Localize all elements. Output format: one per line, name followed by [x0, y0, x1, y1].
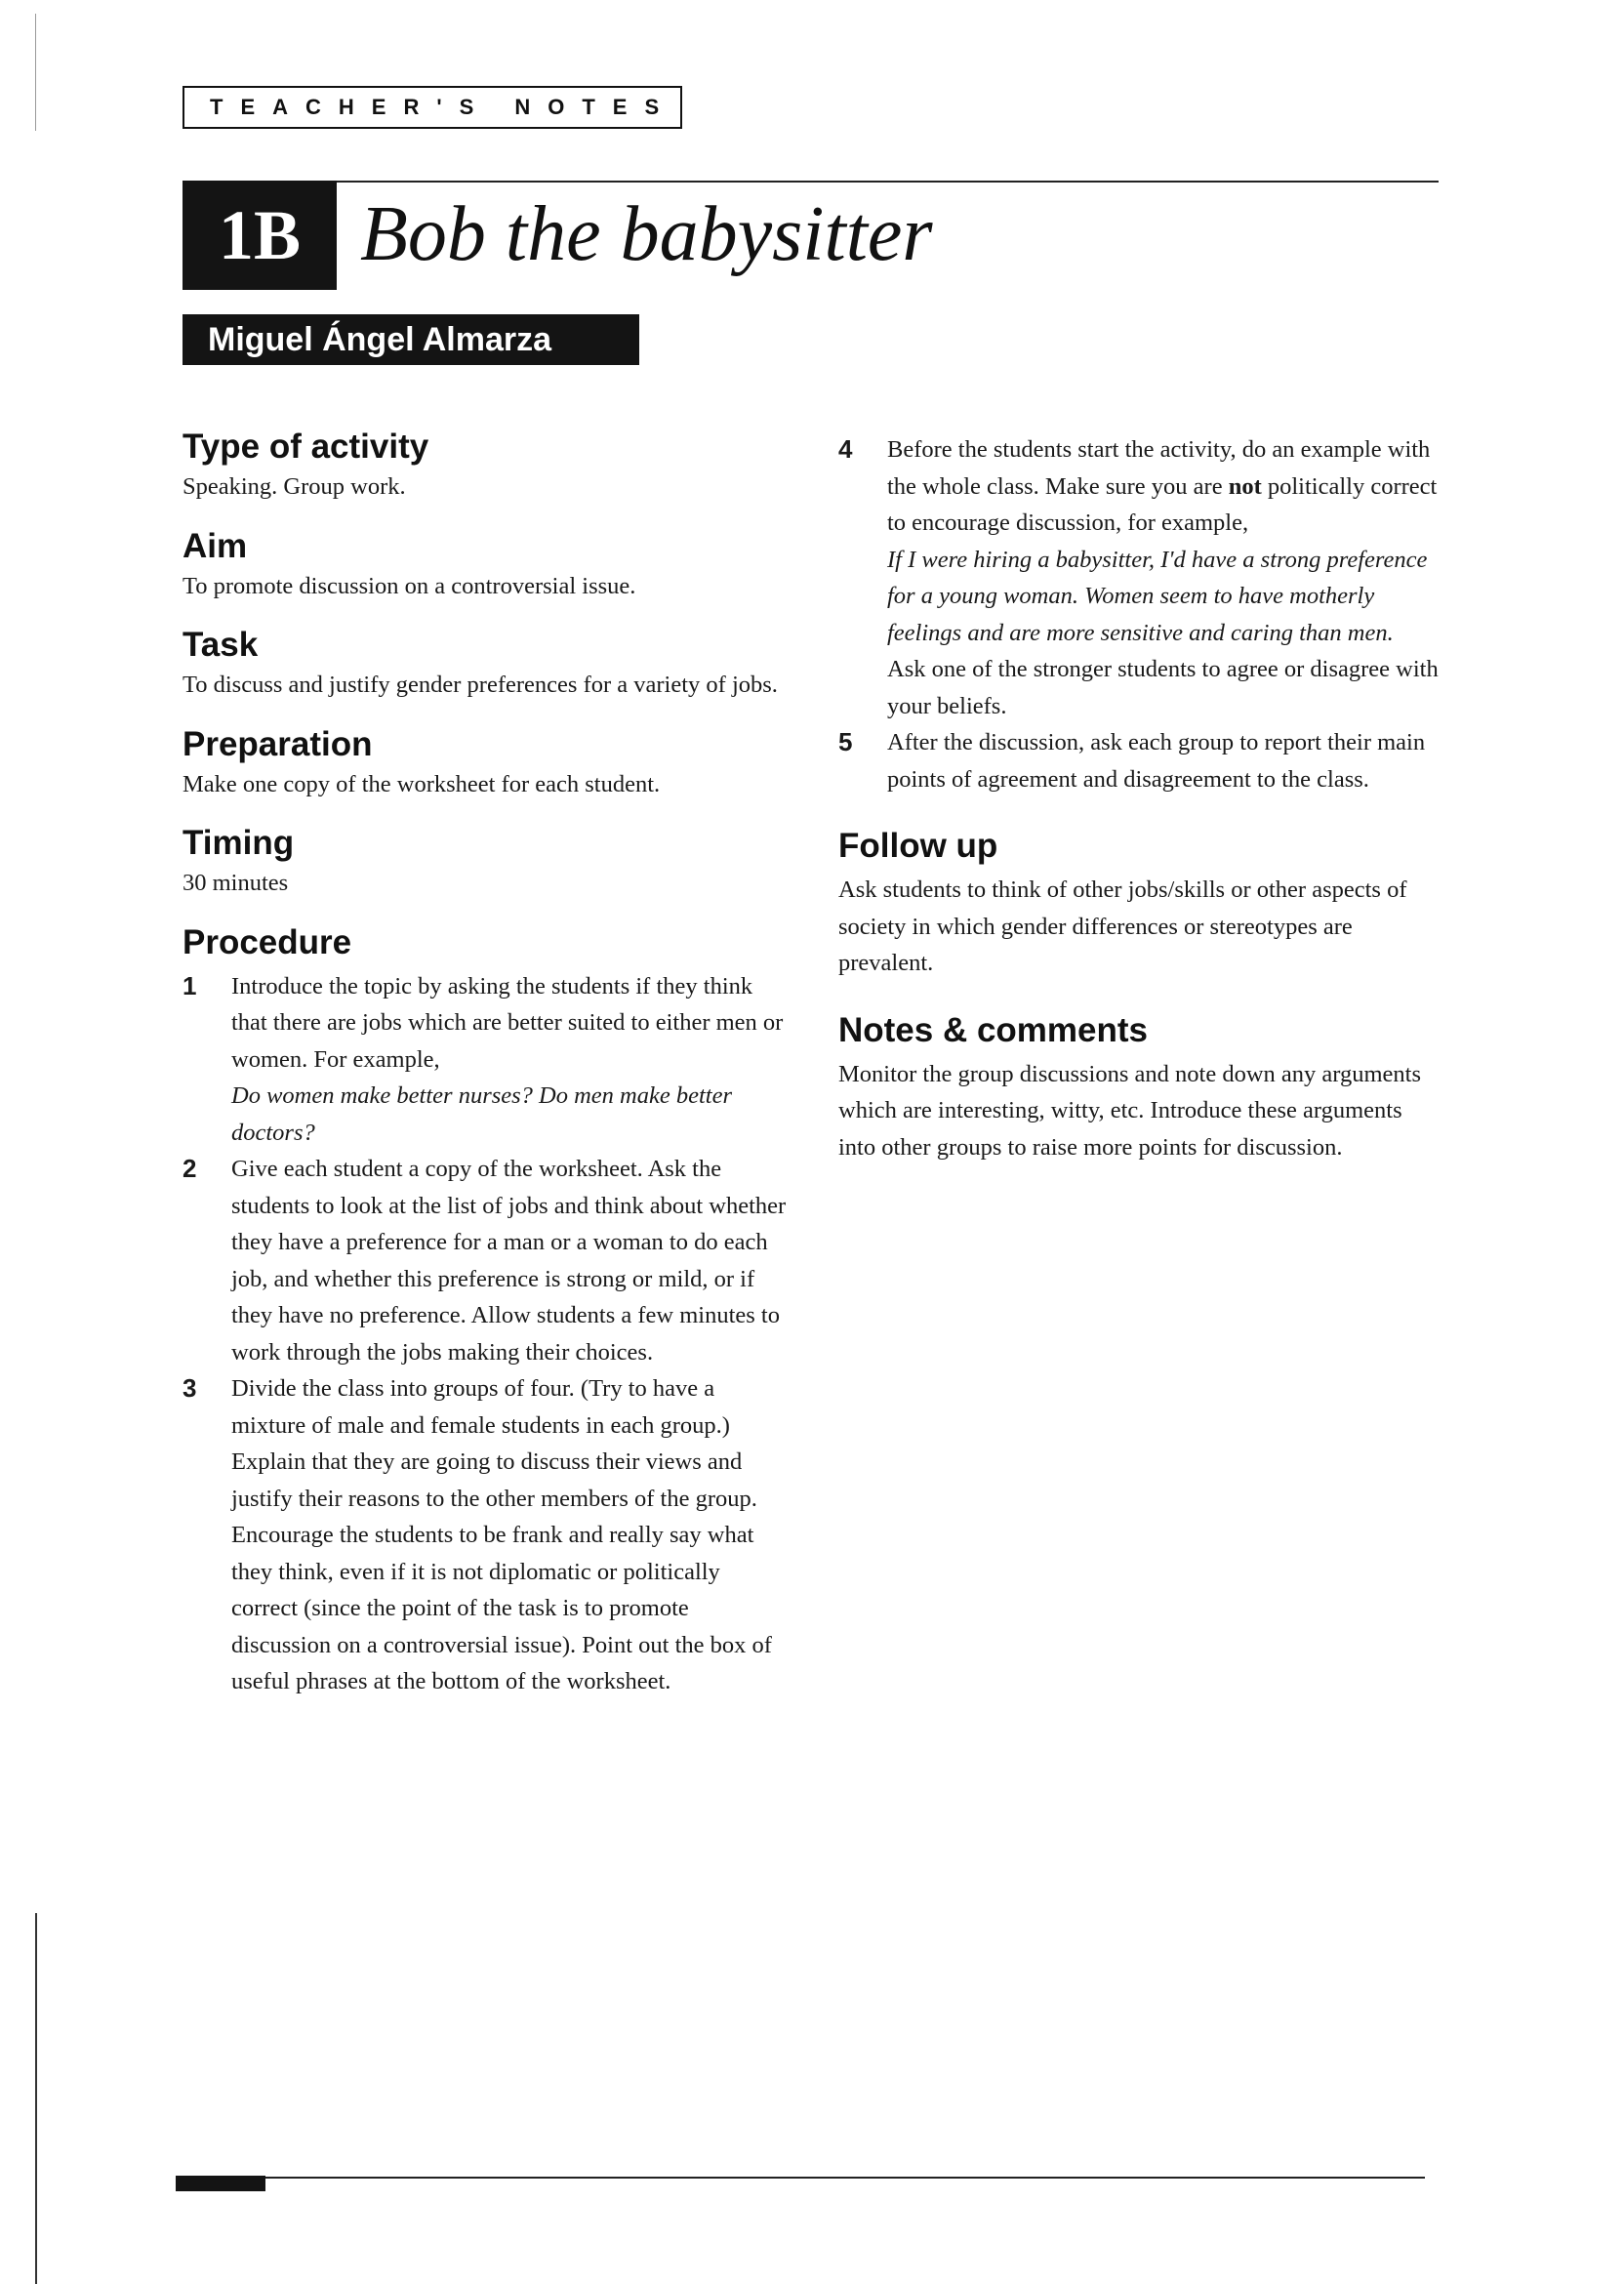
- section-body: 30 minutes: [183, 870, 289, 896]
- procedure-step-4: [838, 431, 1443, 724]
- step-body: Before the students start the activity, do an example with the whole class. Make sure you are: [887, 436, 1431, 500]
- section-notes-comments: [838, 1009, 1443, 1166]
- teachers-notes-header: [183, 86, 682, 129]
- unit-badge: [183, 181, 337, 290]
- step-text: [231, 968, 788, 1152]
- unit-label: 1B: [218, 196, 302, 274]
- step-example: If I were hiring a babysitter, I'd have a strong preference for a young woman. Women seem to have motherly feelings and are more sensitive and caring than men.: [887, 546, 1428, 646]
- footer-rule: [176, 2177, 1425, 2179]
- section-heading: Notes & comments: [838, 1010, 1149, 1049]
- step-body: Give each student a copy of the worksheet. Ask the students to look at the list of jobs and think about whether they have a preference for a man or a woman to do each job, and whether this preference is strong or mild, or if they have no preference. Allow students a few minutes to work through the jobs making their choices.: [231, 1156, 787, 1366]
- step-followup: Ask one of the stronger students to agree or disagree with your beliefs.: [887, 656, 1439, 719]
- section-body: Make one copy of the worksheet for each student.: [183, 770, 661, 797]
- step-text: [887, 431, 1443, 724]
- section-heading: Aim: [183, 526, 248, 565]
- section-heading: Follow up: [838, 827, 998, 865]
- section-timing: [183, 822, 788, 902]
- step-number: 1: [183, 970, 197, 1000]
- procedure-steps: [183, 968, 788, 1700]
- step-body-cont: politically correct to encourage discussion, for example,: [887, 472, 1438, 536]
- margin-mark-top: [35, 14, 36, 131]
- step-number: 2: [183, 1154, 197, 1183]
- procedure-steps-continued: [838, 431, 1443, 797]
- step-body: After the discussion, ask each group to report their main points of agreement and disagreement to the class.: [887, 729, 1426, 793]
- procedure-step-5: [838, 724, 1443, 797]
- step-body: Divide the class into groups of four. (Try to have a mixture of male and female students in each group.) Explain that they are going to discuss their views and justify their reasons to the other members of the group. Encourage the students to be frank and really say what they think, even if it is not diplomatic or politically correct (since the point of the task is to promote discussion on a controversial issue). Point out the box of useful phrases at the bottom of the worksheet.: [231, 1375, 772, 1694]
- section-heading: Task: [183, 626, 259, 664]
- section-heading: Timing: [183, 824, 295, 862]
- section-body: To promote discussion on a controversial issue.: [183, 572, 636, 599]
- page-title: Bob the babysitter: [360, 191, 933, 277]
- author-bar: [183, 314, 639, 365]
- section-aim: [183, 525, 788, 605]
- title-rule: [183, 181, 1439, 183]
- section-type-of-activity: [183, 426, 788, 506]
- author-name: Miguel Ángel Almarza: [208, 320, 552, 358]
- step-number: 4: [838, 434, 853, 464]
- procedure-step-2: [183, 1151, 788, 1370]
- section-heading: Procedure: [183, 922, 352, 961]
- section-body: Ask students to think of other jobs/skills or other aspects of society in which gender differences or stereotypes are prevalent.: [838, 877, 1407, 976]
- step-body: Introduce the topic by asking the students if they think that there are jobs which are better suited to either men or women. For example,: [231, 972, 784, 1073]
- section-heading: Preparation: [183, 724, 373, 763]
- section-body: Monitor the group discussions and note down any arguments which are interesting, witty, etc. Introduce these arguments into other groups to raise more points for discussion.: [838, 1060, 1422, 1161]
- section-heading: Type of activity: [183, 428, 429, 466]
- section-task: [183, 624, 788, 704]
- left-column: [183, 426, 788, 1720]
- margin-mark-bottom: [35, 1913, 37, 2284]
- step-example: Do women make better nurses? Do men make better doctors?: [231, 1082, 733, 1146]
- header-label: TEACHER'S NOTES: [210, 95, 677, 119]
- section-body: To discuss and justify gender preferences for a variety of jobs.: [183, 672, 778, 698]
- section-procedure: [183, 921, 788, 1700]
- procedure-step-3: [183, 1370, 788, 1700]
- step-number: 5: [838, 727, 853, 756]
- step-number: 3: [183, 1373, 197, 1403]
- section-follow-up: [838, 825, 1443, 982]
- footer-block: [176, 2176, 265, 2191]
- section-preparation: [183, 723, 788, 803]
- procedure-step-1: [183, 968, 788, 1152]
- right-column: [838, 431, 1443, 1185]
- section-body: Speaking. Group work.: [183, 473, 406, 500]
- step-emphasis: not: [1228, 472, 1262, 500]
